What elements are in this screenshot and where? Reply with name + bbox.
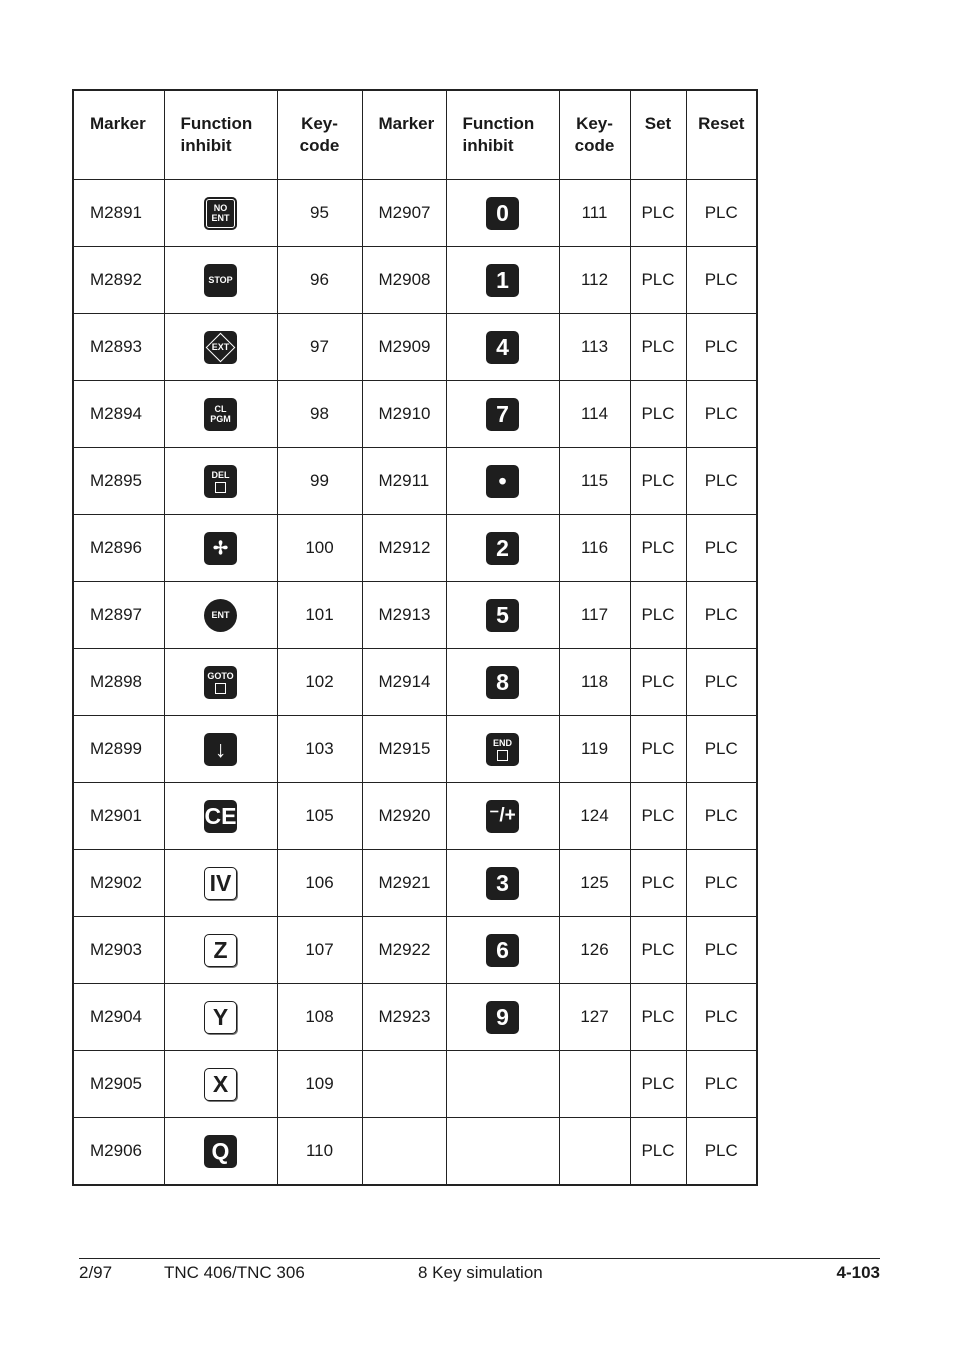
- no-ent-key-icon: [204, 197, 237, 230]
- marker-cell: M2892: [73, 247, 164, 314]
- key-code-cell-2: 112: [559, 247, 630, 314]
- header-set: [630, 90, 686, 180]
- set-cell: PLC: [630, 247, 686, 314]
- end-key-icon: [486, 733, 519, 766]
- ce-key-icon: [204, 800, 237, 833]
- set-cell: PLC: [630, 917, 686, 984]
- no-ent-key-icon-label: NO: [213, 203, 228, 213]
- six-key-icon: [486, 934, 519, 967]
- function-inhibit-cell-2: [446, 850, 559, 917]
- key-code-cell: 103: [277, 716, 362, 783]
- decimal-point-key-icon: [486, 465, 519, 498]
- header-reset: [686, 90, 757, 180]
- table-header-row: [73, 90, 757, 180]
- key-code-cell: 100: [277, 515, 362, 582]
- reset-cell: PLC: [686, 515, 757, 582]
- header-reset-line: Reset: [698, 114, 745, 133]
- header-key-code-line: Key-: [301, 114, 338, 133]
- key-code-cell-2: 125: [559, 850, 630, 917]
- ext-key-icon: [204, 331, 237, 364]
- header-key-code-line: code: [299, 136, 340, 155]
- arrow-down-key-icon-glyph: ↓: [214, 736, 227, 762]
- table-row: [73, 984, 757, 1051]
- axis-z-key-icon-glyph: Z: [213, 937, 228, 963]
- reset-cell: PLC: [686, 314, 757, 381]
- square-glyph: [215, 482, 226, 493]
- function-inhibit-cell-2: [446, 649, 559, 716]
- header-key-code-2: [559, 90, 630, 180]
- zero-key-icon-glyph: 0: [496, 200, 509, 226]
- nine-key-icon: [486, 1001, 519, 1034]
- reset-cell: PLC: [686, 381, 757, 448]
- table-row: [73, 515, 757, 582]
- function-inhibit-cell: [164, 515, 277, 582]
- reset-cell: PLC: [686, 716, 757, 783]
- key-code-cell-2: 118: [559, 649, 630, 716]
- function-inhibit-cell: [164, 649, 277, 716]
- q-key-icon-glyph: Q: [211, 1138, 230, 1164]
- set-cell: PLC: [630, 716, 686, 783]
- header-function-inhibit-2-line: Function: [462, 114, 535, 133]
- function-inhibit-cell: [164, 1118, 277, 1186]
- one-key-icon: [486, 264, 519, 297]
- eight-key-icon: [486, 666, 519, 699]
- marker-cell: M2893: [73, 314, 164, 381]
- function-inhibit-cell: [164, 314, 277, 381]
- marker-cell-2: M2911: [362, 448, 446, 515]
- ent-key-icon: [204, 599, 237, 632]
- set-cell: PLC: [630, 850, 686, 917]
- table-row: [73, 314, 757, 381]
- page-footer: [79, 1258, 880, 1282]
- set-cell: PLC: [630, 1118, 686, 1186]
- key-code-cell-2: 117: [559, 582, 630, 649]
- header-key-code: [277, 90, 362, 180]
- seven-key-icon-glyph: 7: [496, 401, 509, 427]
- square-glyph: [215, 683, 226, 694]
- del-key-icon-label: DEL: [211, 469, 230, 480]
- marker-cell-2: M2907: [362, 180, 446, 247]
- cl-pgm-key-icon-label: PGM: [210, 414, 231, 424]
- table-row: [73, 1118, 757, 1186]
- header-key-code-2-line: code: [574, 136, 615, 155]
- marker-cell-2: M2915: [362, 716, 446, 783]
- q-key-icon: [204, 1135, 237, 1168]
- nine-key-icon-glyph: 9: [496, 1004, 509, 1030]
- actual-position-capture-key-icon: [204, 532, 237, 565]
- key-code-cell-2: [559, 1118, 630, 1186]
- four-key-icon: [486, 331, 519, 364]
- table-row: [73, 917, 757, 984]
- table-row: [73, 582, 757, 649]
- reset-cell: PLC: [686, 1051, 757, 1118]
- footer-page-number: 4-103: [836, 1263, 880, 1282]
- table-row: [73, 448, 757, 515]
- header-function-inhibit-2: [446, 90, 559, 180]
- key-code-cell-2: 116: [559, 515, 630, 582]
- marker-cell-2: [362, 1051, 446, 1118]
- key-code-cell: 97: [277, 314, 362, 381]
- function-inhibit-cell-2: [446, 448, 559, 515]
- table-row: [73, 850, 757, 917]
- set-cell: PLC: [630, 515, 686, 582]
- function-inhibit-cell-2: [446, 783, 559, 850]
- end-key-icon-label: END: [492, 737, 512, 748]
- key-code-cell: 99: [277, 448, 362, 515]
- reset-cell: PLC: [686, 984, 757, 1051]
- marker-cell-2: M2912: [362, 515, 446, 582]
- axis-iv-key-icon-glyph: IV: [209, 870, 232, 896]
- header-marker-line: Marker: [90, 114, 146, 133]
- key-code-cell: 105: [277, 783, 362, 850]
- set-cell: PLC: [630, 448, 686, 515]
- marker-cell-2: M2922: [362, 917, 446, 984]
- reset-cell: PLC: [686, 649, 757, 716]
- key-code-cell: 102: [277, 649, 362, 716]
- key-code-cell: 106: [277, 850, 362, 917]
- cl-pgm-key-icon-label: CL: [214, 404, 227, 414]
- key-code-cell-2: 126: [559, 917, 630, 984]
- four-key-icon-glyph: 4: [496, 334, 509, 360]
- axis-x-key-icon: [204, 1068, 237, 1101]
- axis-y-key-icon: [204, 1001, 237, 1034]
- function-inhibit-cell-2: [446, 180, 559, 247]
- function-inhibit-cell: [164, 917, 277, 984]
- two-key-icon: [486, 532, 519, 565]
- marker-cell-2: M2909: [362, 314, 446, 381]
- stop-key-icon: [204, 264, 237, 297]
- marker-cell: M2897: [73, 582, 164, 649]
- five-key-icon-glyph: 5: [496, 602, 509, 628]
- sign-key-icon: [486, 800, 519, 833]
- key-code-cell-2: 111: [559, 180, 630, 247]
- five-key-icon: [486, 599, 519, 632]
- three-key-icon: [486, 867, 519, 900]
- function-inhibit-cell: [164, 582, 277, 649]
- function-inhibit-cell-2: [446, 917, 559, 984]
- function-inhibit-cell: [164, 1051, 277, 1118]
- header-marker-2: [362, 90, 446, 180]
- reset-cell: PLC: [686, 1118, 757, 1186]
- marker-cell-2: M2920: [362, 783, 446, 850]
- actual-position-capture-key-icon-glyph: ✢: [212, 538, 229, 558]
- key-code-cell: 107: [277, 917, 362, 984]
- ent-key-icon-label: ENT: [211, 610, 230, 620]
- no-ent-key-icon-label: ENT: [211, 213, 230, 223]
- table-row: [73, 1051, 757, 1118]
- set-cell: PLC: [630, 783, 686, 850]
- ext-key-icon-label: EXT: [211, 342, 230, 352]
- header-marker-2-line: Marker: [378, 114, 435, 133]
- reset-cell: PLC: [686, 783, 757, 850]
- footer-date: 2/97: [79, 1263, 113, 1282]
- key-code-cell: 108: [277, 984, 362, 1051]
- marker-cell: M2898: [73, 649, 164, 716]
- reset-cell: PLC: [686, 448, 757, 515]
- set-cell: PLC: [630, 381, 686, 448]
- set-cell: PLC: [630, 314, 686, 381]
- set-cell: PLC: [630, 649, 686, 716]
- marker-cell-2: M2910: [362, 381, 446, 448]
- key-code-cell: 95: [277, 180, 362, 247]
- table-row: [73, 783, 757, 850]
- seven-key-icon: [486, 398, 519, 431]
- function-inhibit-cell-2: [446, 314, 559, 381]
- arrow-down-key-icon: [204, 733, 237, 766]
- square-glyph: [497, 750, 508, 761]
- marker-cell: M2904: [73, 984, 164, 1051]
- del-key-icon: [204, 465, 237, 498]
- function-inhibit-cell-2: [446, 582, 559, 649]
- function-inhibit-cell: [164, 180, 277, 247]
- eight-key-icon-glyph: 8: [496, 669, 509, 695]
- key-code-cell-2: 113: [559, 314, 630, 381]
- marker-cell: M2901: [73, 783, 164, 850]
- header-function-inhibit: [164, 90, 277, 180]
- goto-key-icon-label: GOTO: [207, 670, 234, 681]
- table-row: [73, 180, 757, 247]
- key-simulation-table: [72, 89, 758, 1186]
- table-row: [73, 649, 757, 716]
- marker-cell-2: M2923: [362, 984, 446, 1051]
- header-function-inhibit-line: inhibit: [180, 136, 232, 155]
- key-code-cell: 110: [277, 1118, 362, 1186]
- marker-cell-2: M2914: [362, 649, 446, 716]
- axis-y-key-icon-glyph: Y: [212, 1004, 229, 1030]
- marker-cell-2: M2908: [362, 247, 446, 314]
- key-code-cell: 98: [277, 381, 362, 448]
- diamond-outline: [206, 332, 236, 362]
- zero-key-icon: [486, 197, 519, 230]
- ce-key-icon-glyph: CE: [204, 803, 237, 829]
- marker-cell: M2895: [73, 448, 164, 515]
- function-inhibit-cell: [164, 783, 277, 850]
- footer-model: TNC 406/TNC 306: [164, 1263, 305, 1282]
- function-inhibit-cell: [164, 448, 277, 515]
- reset-cell: PLC: [686, 180, 757, 247]
- three-key-icon-glyph: 3: [496, 870, 509, 896]
- sign-key-icon-glyph: ⁻/+: [489, 805, 516, 826]
- function-inhibit-cell-2: [446, 381, 559, 448]
- table-body: [73, 180, 757, 1186]
- marker-cell: M2891: [73, 180, 164, 247]
- key-code-cell: 109: [277, 1051, 362, 1118]
- key-code-cell-2: 115: [559, 448, 630, 515]
- key-code-cell-2: 114: [559, 381, 630, 448]
- cl-pgm-key-icon: [204, 398, 237, 431]
- header-set-line: Set: [644, 114, 672, 133]
- function-inhibit-cell: [164, 247, 277, 314]
- table-row: [73, 381, 757, 448]
- function-inhibit-cell-2: [446, 247, 559, 314]
- header-function-inhibit-line: Function: [180, 114, 253, 133]
- key-code-cell-2: 119: [559, 716, 630, 783]
- marker-cell: M2905: [73, 1051, 164, 1118]
- set-cell: PLC: [630, 582, 686, 649]
- marker-cell: M2903: [73, 917, 164, 984]
- marker-cell-2: [362, 1118, 446, 1186]
- footer-chapter: 8 Key simulation: [418, 1263, 543, 1282]
- one-key-icon-glyph: 1: [496, 267, 509, 293]
- function-inhibit-cell-2: [446, 984, 559, 1051]
- header-marker: [73, 90, 164, 180]
- reset-cell: PLC: [686, 917, 757, 984]
- set-cell: PLC: [630, 984, 686, 1051]
- function-inhibit-cell: [164, 381, 277, 448]
- header-function-inhibit-2-line: inhibit: [462, 136, 514, 155]
- marker-cell: M2902: [73, 850, 164, 917]
- reset-cell: PLC: [686, 850, 757, 917]
- table-row: [73, 716, 757, 783]
- marker-cell: M2894: [73, 381, 164, 448]
- stop-key-icon-label: STOP: [208, 275, 233, 285]
- key-code-cell: 101: [277, 582, 362, 649]
- function-inhibit-cell-2: [446, 1118, 559, 1186]
- set-cell: PLC: [630, 180, 686, 247]
- header-key-code-2-line: Key-: [576, 114, 613, 133]
- reset-cell: PLC: [686, 582, 757, 649]
- six-key-icon-glyph: 6: [496, 937, 509, 963]
- key-code-cell-2: 127: [559, 984, 630, 1051]
- goto-key-icon: [204, 666, 237, 699]
- marker-cell: M2906: [73, 1118, 164, 1186]
- function-inhibit-cell: [164, 850, 277, 917]
- key-code-cell: 96: [277, 247, 362, 314]
- marker-cell-2: M2913: [362, 582, 446, 649]
- key-code-cell-2: 124: [559, 783, 630, 850]
- function-inhibit-cell-2: [446, 1051, 559, 1118]
- decimal-point-key-icon-glyph: •: [498, 468, 507, 494]
- marker-cell-2: M2921: [362, 850, 446, 917]
- set-cell: PLC: [630, 1051, 686, 1118]
- marker-cell: M2896: [73, 515, 164, 582]
- axis-x-key-icon-glyph: X: [212, 1071, 229, 1097]
- reset-cell: PLC: [686, 247, 757, 314]
- table-row: [73, 247, 757, 314]
- function-inhibit-cell-2: [446, 716, 559, 783]
- function-inhibit-cell: [164, 984, 277, 1051]
- key-code-cell-2: [559, 1051, 630, 1118]
- axis-iv-key-icon: [204, 867, 237, 900]
- function-inhibit-cell: [164, 716, 277, 783]
- marker-cell: M2899: [73, 716, 164, 783]
- function-inhibit-cell-2: [446, 515, 559, 582]
- axis-z-key-icon: [204, 934, 237, 967]
- two-key-icon-glyph: 2: [496, 535, 509, 561]
